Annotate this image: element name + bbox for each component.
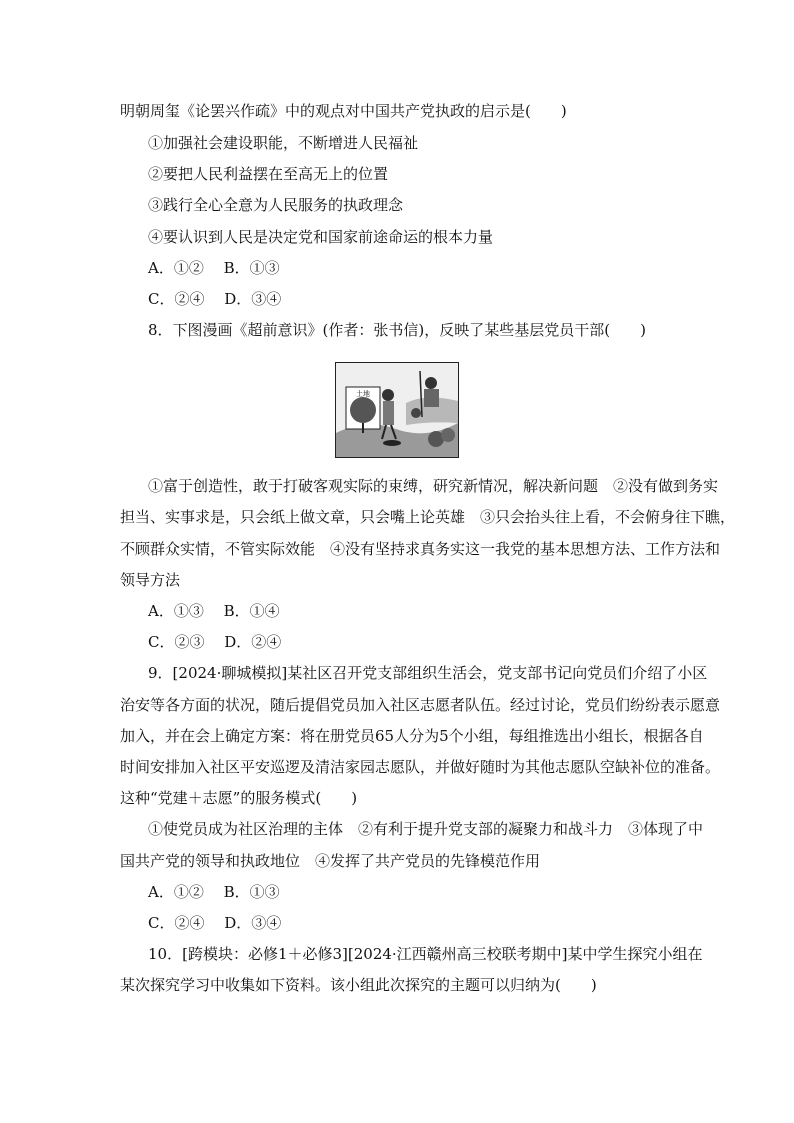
q8-choices-ab: A．①③ B．①④ <box>148 602 280 620</box>
q8-statements-line-3: 不顾群众实情，不管实际效能 ④没有坚持求真务实这一我党的基本思想方法、工作方法和 <box>120 540 721 558</box>
q7-stem-tail: 明朝周玺《论罢兴作疏》中的观点对中国共产党执政的启示是( ) <box>120 102 567 120</box>
q9-stem-line-5: 这种“党建＋志愿”的服务模式( ) <box>120 789 358 807</box>
q7-choices-cd: C．②④ D．③④ <box>148 290 282 308</box>
cartoon-drawing <box>336 363 458 457</box>
q7-statement-2: ②要把人民利益摆在至高无上的位置 <box>148 165 389 183</box>
q7-choices-ab: A．①② B．①③ <box>148 259 280 277</box>
q7-statement-3: ③践行全心全意为人民服务的执政理念 <box>148 196 404 214</box>
q8-statements-line-1: ①富于创造性，敢于打破客观实际的束缚，研究新情况，解决新问题 ②没有做到务实 <box>148 477 719 495</box>
q7-statement-4: ④要认识到人民是决定党和国家前途命运的根本力量 <box>148 228 494 246</box>
q9-statements-line-1: ①使党员成为社区治理的主体 ②有利于提升党支部的凝聚力和战斗力 ③体现了中 <box>148 820 704 838</box>
q9-stem-line-3: 加入，并在会上确定方案：将在册党员65人分为5个小组，每组推选出小组长，根据各自 <box>120 727 704 745</box>
q9-choices-cd: C．②④ D．③④ <box>148 914 282 932</box>
q8-choices-cd: C．②③ D．②④ <box>148 633 282 651</box>
q9-stem-line-2: 治安等各方面的状况，随后提倡党员加入社区志愿者队伍。经过讨论，党员们纷纷表示愿意 <box>120 696 721 714</box>
q8-stem: 8．下图漫画《超前意识》(作者：张书信)，反映了某些基层党员干部( ) <box>148 321 646 339</box>
cartoon-sign-text: 土地 <box>356 390 370 398</box>
q9-stem-line-1: 9．[2024·聊城模拟]某社区召开党支部组织生活会，党支部书记向党员们介绍了小区 <box>148 664 708 682</box>
q9-choices-ab: A．①② B．①③ <box>148 883 280 901</box>
cartoon-image <box>335 362 459 458</box>
q8-statements-line-2: 担当、实事求是，只会纸上做文章，只会嘴上论英雄 ③只会抬头往上看，不会俯身往下瞧， <box>120 508 736 526</box>
q8-statements-line-4: 领导方法 <box>120 571 181 589</box>
q7-statement-1: ①加强社会建设职能，不断增进人民福祉 <box>148 134 419 152</box>
q9-stem-line-4: 时间安排加入社区平安巡逻及清洁家园志愿队，并做好随时为其他志愿队空缺补位的准备。 <box>120 758 721 776</box>
q10-stem-line-1: 10．[跨模块：必修1＋必修3][2024·江西赣州高三校联考期中]某中学生探究小组在 <box>148 945 703 963</box>
q9-statements-line-2: 国共产党的领导和执政地位 ④发挥了共产党员的先锋模范作用 <box>120 852 541 870</box>
q10-stem-line-2: 某次探究学习中收集如下资料。该小组此次探究的主题可以归纳为( ) <box>120 976 597 994</box>
